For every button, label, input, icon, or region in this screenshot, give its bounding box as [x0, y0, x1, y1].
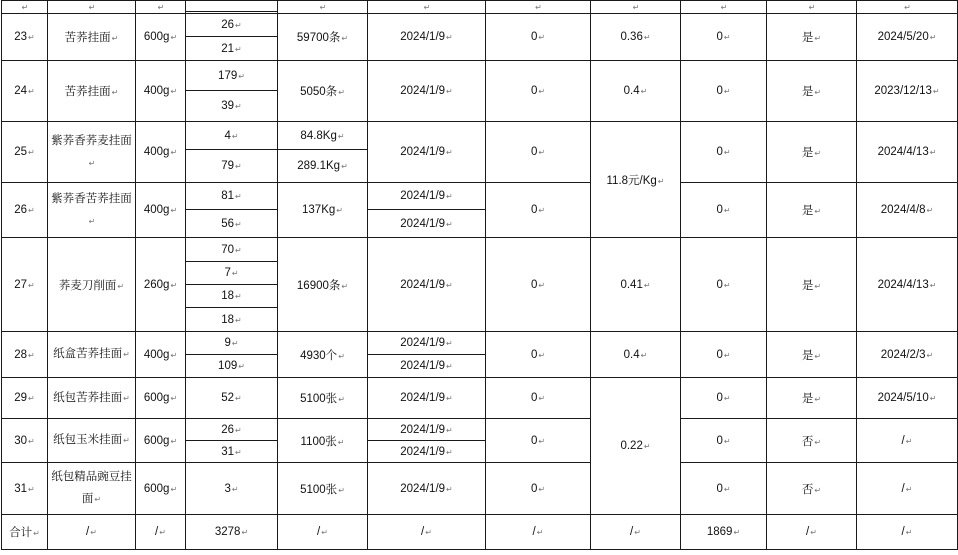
table-row	[2, 183, 958, 210]
total-label: 合计 ↵	[2, 515, 48, 550]
total-flag: / ↵	[767, 515, 857, 550]
date-cell: 2024/1/9 ↵	[368, 355, 486, 378]
product-name: 纸盒苦荞挂面 ↵	[48, 332, 136, 378]
row-number: 29 ↵	[2, 378, 48, 419]
row-number: 25 ↵	[2, 122, 48, 183]
date-cell: 2024/1/9 ↵	[368, 14, 486, 61]
sub-qty-cell: 39 ↵	[186, 91, 278, 122]
inventory-table	[1, 0, 958, 550]
amount-cell: 5100张 ↵	[278, 378, 368, 419]
sub-qty-cell: 18 ↵	[186, 285, 278, 308]
sub-qty-cell: 18 ↵	[186, 308, 278, 332]
date-cell: 2024/1/9 ↵	[368, 210, 486, 238]
total-name: / ↵	[48, 515, 136, 550]
price-cell: 0.4 ↵	[591, 332, 681, 378]
expiry-cell: / ↵	[857, 419, 958, 463]
zero-cell: 0 ↵	[486, 463, 591, 515]
amount-cell: 16900条 ↵	[278, 238, 368, 332]
product-name: 紫荞香苦荞挂面 ↵	[48, 183, 136, 238]
spec-cell: 400g ↵	[136, 183, 186, 238]
spec-cell: 400g ↵	[136, 122, 186, 183]
qty-cell: 0 ↵	[681, 61, 767, 122]
marker-cell	[368, 1, 486, 14]
row-number: 24 ↵	[2, 61, 48, 122]
qty-cell: 0 ↵	[681, 238, 767, 332]
date-cell: 2024/1/9 ↵	[368, 61, 486, 122]
qty-cell: 0 ↵	[681, 463, 767, 515]
spec-cell: 600g ↵	[136, 463, 186, 515]
amount-cell: 5050条 ↵	[278, 61, 368, 122]
total-amount: / ↵	[278, 515, 368, 550]
amount-cell: 59700条 ↵	[278, 14, 368, 61]
total-expiry: / ↵	[857, 515, 958, 550]
price-cell: 0.36 ↵	[591, 14, 681, 61]
total-qty: 1869 ↵	[681, 515, 767, 550]
flag-cell: 是 ↵	[767, 61, 857, 122]
expiry-cell: 2024/4/8 ↵	[857, 183, 958, 238]
date-cell: 2024/1/9 ↵	[368, 122, 486, 183]
date-cell: 2024/1/9 ↵	[368, 419, 486, 441]
sub-qty-cell: 9 ↵	[186, 332, 278, 355]
amount-cell: 84.8Kg ↵	[278, 122, 368, 150]
spec-cell: 600g ↵	[136, 419, 186, 463]
row-number: 28 ↵	[2, 332, 48, 378]
marker-cell	[48, 1, 136, 14]
sub-qty-cell: 56 ↵	[186, 210, 278, 238]
table-row	[2, 238, 958, 262]
marker-cell	[136, 1, 186, 14]
row-number: 26 ↵	[2, 183, 48, 238]
expiry-cell: / ↵	[857, 463, 958, 515]
product-name: 纸包苦荞挂面 ↵	[48, 378, 136, 419]
price-cell-merged: 0.22 ↵	[591, 378, 681, 515]
table-row	[2, 14, 958, 37]
date-cell: 2024/1/9 ↵	[368, 463, 486, 515]
amount-cell: 137Kg ↵	[278, 183, 368, 238]
marker-cell	[186, 1, 278, 12]
date-cell: 2024/1/9 ↵	[368, 238, 486, 332]
product-name: 紫荞香荞麦挂面 ↵	[48, 122, 136, 183]
product-name: 荞麦刀削面 ↵	[48, 238, 136, 332]
amount-cell: 5100张 ↵	[278, 463, 368, 515]
expiry-cell: 2024/2/3 ↵	[857, 332, 958, 378]
expiry-cell: 2024/5/10 ↵	[857, 378, 958, 419]
total-sub-qty: 3278 ↵	[186, 515, 278, 550]
amount-cell: 289.1Kg ↵	[278, 150, 368, 183]
total-date: / ↵	[368, 515, 486, 550]
date-cell: 2024/1/9 ↵	[368, 378, 486, 419]
marker-cell	[486, 1, 591, 14]
price-cell: 0.4 ↵	[591, 61, 681, 122]
sub-qty-cell: 109 ↵	[186, 355, 278, 378]
row-number: 31 ↵	[2, 463, 48, 515]
flag-cell: 是 ↵	[767, 378, 857, 419]
price-cell: 0.41 ↵	[591, 238, 681, 332]
qty-cell: 0 ↵	[681, 419, 767, 463]
zero-cell: 0 ↵	[486, 378, 591, 419]
sub-qty-cell: 3 ↵	[186, 463, 278, 515]
spec-cell: 600g ↵	[136, 378, 186, 419]
marker-cell	[591, 1, 681, 14]
marker-cell	[681, 1, 767, 14]
marker-cell	[767, 1, 857, 14]
qty-cell: 0 ↵	[681, 122, 767, 183]
expiry-cell: 2024/4/13 ↵	[857, 238, 958, 332]
sub-qty-cell: 179 ↵	[186, 61, 278, 91]
sub-qty-cell: 81 ↵	[186, 183, 278, 210]
sub-qty-cell: 4 ↵	[186, 122, 278, 150]
amount-cell: 1100张 ↵	[278, 419, 368, 463]
sub-qty-cell: 21 ↵	[186, 37, 278, 61]
sub-qty-cell: 79 ↵	[186, 150, 278, 183]
expiry-cell: 2023/12/13 ↵	[857, 61, 958, 122]
table-row	[2, 378, 958, 419]
flag-cell: 否 ↵	[767, 463, 857, 515]
marker-cell	[857, 1, 958, 14]
table-row	[2, 332, 958, 355]
sub-qty-cell: 31 ↵	[186, 441, 278, 463]
sub-qty-cell: 52 ↵	[186, 378, 278, 419]
date-cell: 2024/1/9 ↵	[368, 183, 486, 210]
date-cell: 2024/1/9 ↵	[368, 441, 486, 463]
zero-cell: 0 ↵	[486, 238, 591, 332]
product-name: 纸包玉米挂面 ↵	[48, 419, 136, 463]
flag-cell: 是 ↵	[767, 122, 857, 183]
product-name: 苦荞挂面 ↵	[48, 61, 136, 122]
spec-cell: 260g ↵	[136, 238, 186, 332]
sub-qty-cell: 7 ↵	[186, 262, 278, 285]
price-cell-merged: 11.8元/Kg ↵	[591, 122, 681, 238]
total-zero: / ↵	[486, 515, 591, 550]
total-price: / ↵	[591, 515, 681, 550]
expiry-cell: 2024/4/13 ↵	[857, 122, 958, 183]
spec-cell: 400g ↵	[136, 332, 186, 378]
header-marker-row	[2, 1, 958, 12]
spec-cell: 600g ↵	[136, 14, 186, 61]
total-row	[2, 515, 958, 550]
product-name: 纸包精品豌豆挂面 ↵	[48, 463, 136, 515]
zero-cell: 0 ↵	[486, 61, 591, 122]
flag-cell: 是 ↵	[767, 14, 857, 61]
row-number: 27 ↵	[2, 238, 48, 332]
table-row	[2, 122, 958, 150]
amount-cell: 4930个 ↵	[278, 332, 368, 378]
table-row	[2, 419, 958, 441]
qty-cell: 0 ↵	[681, 332, 767, 378]
sub-qty-cell: 70 ↵	[186, 238, 278, 262]
expiry-cell: 2024/5/20 ↵	[857, 14, 958, 61]
sub-qty-cell: 26 ↵	[186, 14, 278, 37]
flag-cell: 否 ↵	[767, 419, 857, 463]
flag-cell: 是 ↵	[767, 183, 857, 238]
total-spec: / ↵	[136, 515, 186, 550]
spec-cell: 400g ↵	[136, 61, 186, 122]
zero-cell: 0 ↵	[486, 183, 591, 238]
zero-cell: 0 ↵	[486, 14, 591, 61]
marker-cell	[2, 1, 48, 14]
row-number: 23 ↵	[2, 14, 48, 61]
zero-cell: 0 ↵	[486, 419, 591, 463]
flag-cell: 是 ↵	[767, 332, 857, 378]
qty-cell: 0 ↵	[681, 378, 767, 419]
date-cell: 2024/1/9 ↵	[368, 332, 486, 355]
table-row	[2, 61, 958, 91]
qty-cell: 0 ↵	[681, 14, 767, 61]
table-row	[2, 463, 958, 515]
marker-cell	[278, 1, 368, 14]
qty-cell: 0 ↵	[681, 183, 767, 238]
sub-qty-cell: 26 ↵	[186, 419, 278, 441]
row-number: 30 ↵	[2, 419, 48, 463]
product-name: 苦荞挂面 ↵	[48, 14, 136, 61]
zero-cell: 0 ↵	[486, 332, 591, 378]
zero-cell: 0 ↵	[486, 122, 591, 183]
flag-cell: 是 ↵	[767, 238, 857, 332]
